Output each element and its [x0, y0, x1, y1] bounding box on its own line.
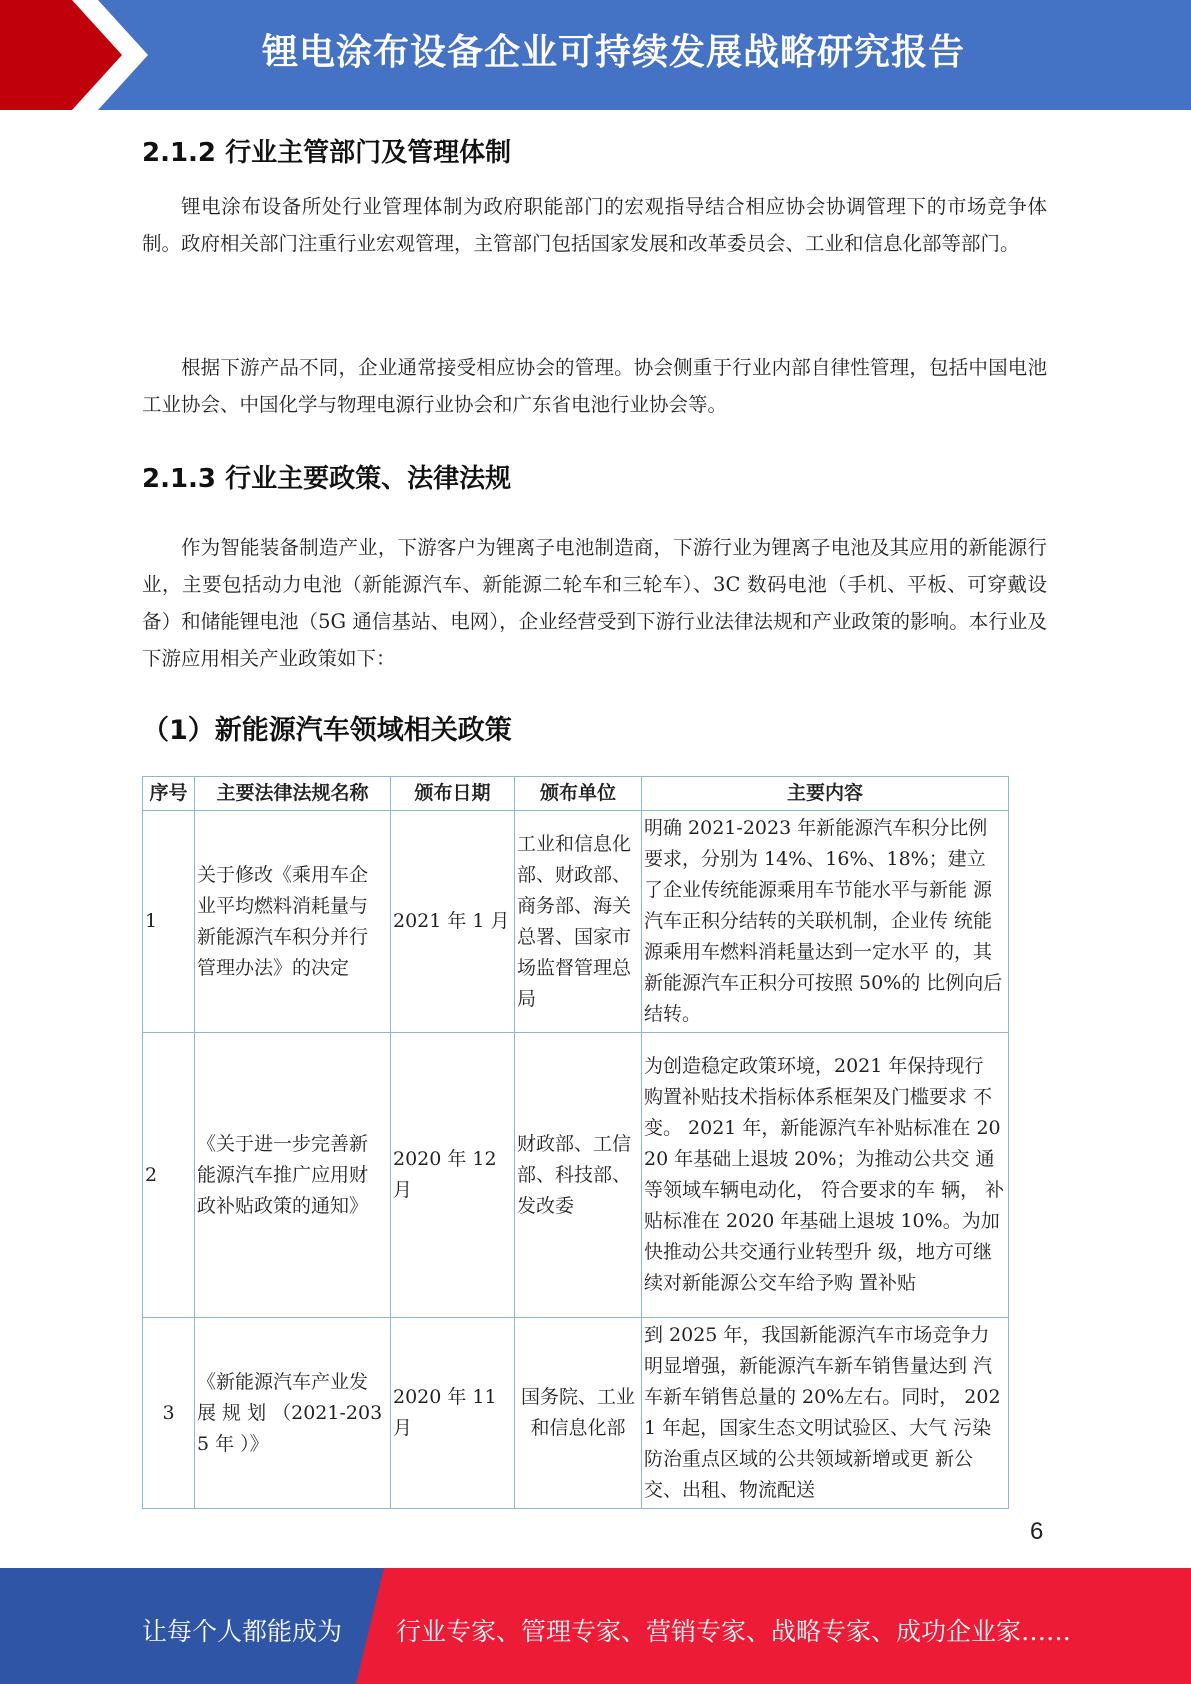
cell-no: 2	[143, 1033, 195, 1318]
page-number: 6	[1030, 1518, 1044, 1545]
cell-date: 2020 年 11 月	[391, 1318, 515, 1509]
paragraph-policies-intro: 作为智能装备制造产业，下游客户为锂离子电池制造商，下游行业为锂离子电池及其应用的新能源行业，主要包括动力电池（新能源汽车、新能源二轮车和三轮车）、3C 数码电池（手机、平板、可穿戴设备）和储能锂电池（5G 通信基站、电网），企业经营受到下游行业法律法规和产业政策的影响。本行业及下游应用相关产业政策如下：	[142, 536, 1047, 670]
cell-issuer: 财政部、工信部、科技部、发改委	[515, 1033, 642, 1318]
cell-content: 为创造稳定政策环境，2021 年保持现行 购置补贴技术指标体系框架及门槛要求 不变。 2021 年，新能源汽车补贴标准在 2020 年基础上退坡 20%；为推动公共交 通等领域车辆电动化， 符合要求的车 辆， 补贴标准在 2020 年基础上退坡 10%。为加快推动公共交通行业转型升 级，地方可继续对新能源公交车给予购 置补贴	[642, 1033, 1009, 1318]
column-header-content: 主要内容	[642, 777, 1009, 811]
column-header-date: 颁布日期	[391, 777, 515, 811]
column-header-name: 主要法律法规名称	[195, 777, 391, 811]
table-header-row	[143, 777, 1009, 811]
column-header-issuer: 颁布单位	[515, 777, 642, 811]
page-header	[0, 0, 1191, 110]
footer-slogan-right: 行业专家、管理专家、营销专家、战略专家、成功企业家……	[396, 1617, 1072, 1646]
policy-table	[142, 776, 1009, 1509]
table-row	[143, 811, 1009, 1033]
page-footer	[0, 1568, 1191, 1684]
section-heading-2-1-3: 2.1.3 行业主要政策、法律法规	[142, 464, 512, 494]
cell-issuer: 工业和信息化部、财政部、商务部、海关总署、国家市场监督管理总局	[515, 811, 642, 1033]
cell-no: 3	[143, 1318, 195, 1509]
section-heading-2-1-2: 2.1.2 行业主管部门及管理体制	[142, 138, 512, 168]
report-title: 锂电涂布设备企业可持续发展战略研究报告	[262, 32, 966, 73]
cell-date: 2020 年 12 月	[391, 1033, 515, 1318]
cell-name: 《关于进一步完善新 能源汽车推广应用财 政补贴政策的通知》	[195, 1033, 391, 1318]
table-row	[143, 1033, 1009, 1318]
subsection-heading-nev-policies: （1）新能源汽车领域相关政策	[142, 715, 512, 746]
cell-content: 明确 2021-2023 年新能源汽车积分比例 要求，分别为 14%、16%、18%；建立 了企业传统能源乘用车节能水平与新能 源汽车正积分结转的关联机制，企业传 统能源乘用车燃料消耗量达到一定水平 的，其新能源汽车正积分可按照 50%的 比例向后结转。	[642, 811, 1009, 1033]
column-header-no: 序号	[143, 777, 195, 811]
cell-content: 到 2025 年，我国新能源汽车市场竞争力 明显增强，新能源汽车新车销售量达到 汽车新车销售总量的 20%左右。同时， 2021 年起，国家生态文明试验区、大气 污染防治重点区域的公共领域新增或更 新公交、出租、物流配送	[642, 1318, 1009, 1509]
table-row	[143, 1318, 1009, 1509]
paragraph-associations: 根据下游产品不同，企业通常接受相应协会的管理。协会侧重于行业内部自律性管理，包括中国电池工业协会、中国化学与物理电源行业协会和广东省电池行业协会等。	[142, 356, 1047, 416]
cell-name: 《新能源汽车产业发 展 规 划 （2021-2035 年 ）》	[195, 1318, 391, 1509]
footer-slogan-left: 让每个人都能成为	[142, 1617, 343, 1646]
paragraph-management-system: 锂电涂布设备所处行业管理体制为政府职能部门的宏观指导结合相应协会协调管理下的市场竞争体制。政府相关部门注重行业宏观管理，主管部门包括国家发展和改革委员会、工业和信息化部等部门。	[142, 195, 1047, 255]
cell-issuer: 国务院、工业和信息化部	[515, 1318, 642, 1509]
cell-no: 1	[143, 811, 195, 1033]
cell-name: 关于修改《乘用车企 业平均燃料消耗量与 新能源汽车积分并行 管理办法》的决定	[195, 811, 391, 1033]
cell-date: 2021 年 1 月	[391, 811, 515, 1033]
